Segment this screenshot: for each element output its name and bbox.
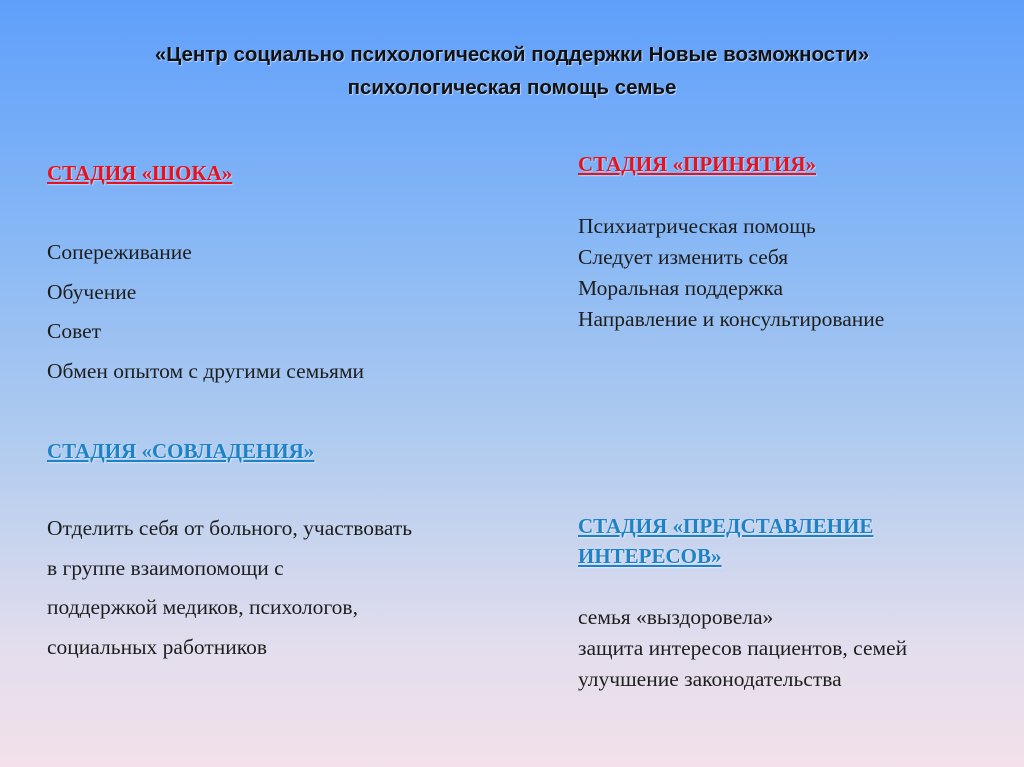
representation-stage-heading: [578, 511, 873, 571]
representation-stage-list: [578, 602, 907, 695]
list-item: семья «выздоровела»: [578, 605, 774, 629]
list-item: Моральная поддержка: [578, 276, 783, 300]
list-item: Обмен опытом с другими семьями: [47, 358, 365, 383]
list-item: Психиатрическая помощь: [578, 214, 816, 238]
list-item: Направление и консультирование: [578, 307, 885, 331]
list-item: Обучение: [47, 279, 137, 304]
text-line: в группе взаимопомощи с: [47, 555, 284, 580]
representation-heading-line-2: ИНТЕРЕСОВ»: [578, 544, 722, 568]
slide-title-line-2: психологическая помощь семье: [347, 76, 677, 99]
text-line: Отделить себя от больного, участвовать: [47, 516, 413, 540]
list-item: Следует изменить себя: [578, 245, 789, 269]
list-item: Совет: [47, 319, 102, 343]
slide-title: [0, 38, 1024, 104]
list-item: защита интересов пациентов, семей: [578, 636, 908, 660]
list-item: улучшение законодательства: [578, 667, 842, 691]
acceptance-stage-heading: СТАДИЯ «ПРИНЯТИЯ»: [578, 152, 816, 176]
acceptance-stage-list: [578, 211, 884, 335]
text-line: поддержкой медиков, психологов,: [47, 595, 358, 619]
coping-stage-heading: СТАДИЯ «СОВЛАДЕНИЯ»: [47, 439, 315, 463]
shock-stage-list: [47, 233, 364, 391]
representation-heading-line-1: СТАДИЯ «ПРЕДСТАВЛЕНИЕ: [578, 514, 874, 538]
coping-stage-text: [47, 509, 412, 667]
slide-title-line-1: «Центр социально психологической поддержки Новые возможности»: [154, 43, 870, 66]
text-line: социальных работников: [47, 634, 268, 659]
list-item: Сопереживание: [47, 240, 192, 264]
shock-stage-heading: СТАДИЯ «ШОКА»: [47, 161, 233, 185]
